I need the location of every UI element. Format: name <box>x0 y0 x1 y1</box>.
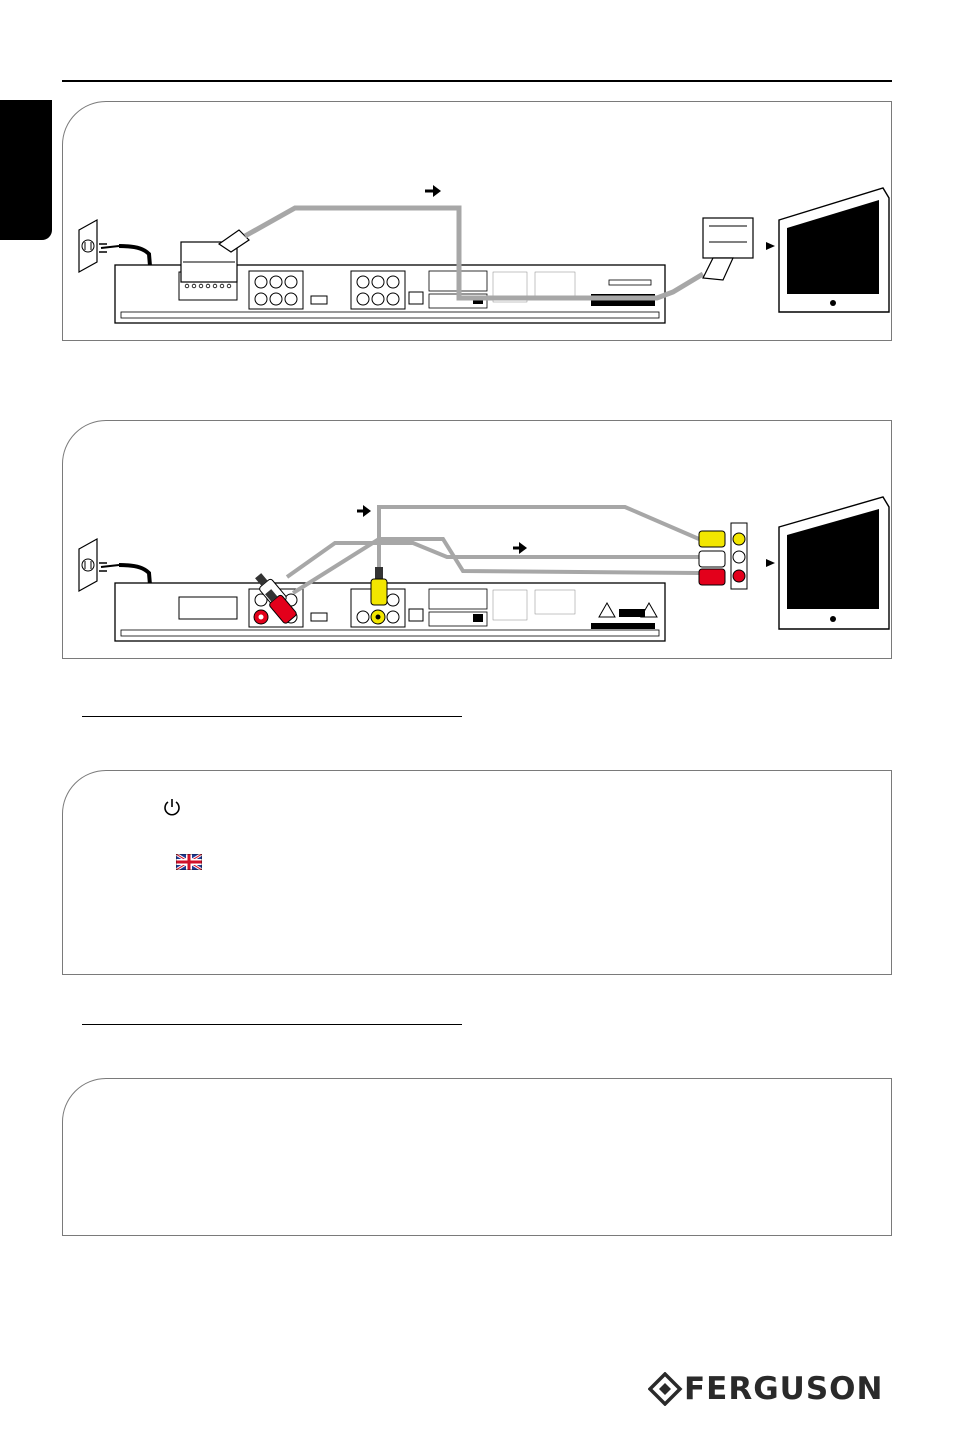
composite-connection-diagram <box>63 421 893 660</box>
power-icon <box>162 797 182 817</box>
tv-input-arrow-icon <box>766 559 775 567</box>
television-icon <box>779 188 889 312</box>
arrow-icon <box>425 185 441 197</box>
arrow-icon <box>357 505 371 517</box>
tv-input-arrow-icon <box>766 242 775 250</box>
header-rule <box>62 80 892 82</box>
wall-socket-icon <box>79 220 97 272</box>
tv-rca-plugs-icon <box>699 523 747 589</box>
section-heading-rule <box>82 1024 462 1025</box>
tv-scart-plug-icon <box>703 218 753 280</box>
arrow-icon <box>513 542 527 554</box>
power-on-panel <box>62 770 892 975</box>
wall-socket-icon <box>79 539 97 591</box>
scart-connection-panel <box>62 101 892 341</box>
scart-connection-diagram <box>63 102 893 342</box>
yellow-rca-plug-icon <box>371 567 387 605</box>
brand-logo-text: FERGUSON <box>684 1371 884 1407</box>
television-icon <box>779 497 889 629</box>
composite-cables <box>287 507 699 593</box>
info-panel <box>62 1078 892 1236</box>
composite-connection-panel <box>62 420 892 659</box>
uk-flag-icon <box>176 854 202 870</box>
language-tab <box>0 100 52 240</box>
section-heading-rule <box>82 716 462 717</box>
dvd-player-rear-panel <box>115 583 665 641</box>
